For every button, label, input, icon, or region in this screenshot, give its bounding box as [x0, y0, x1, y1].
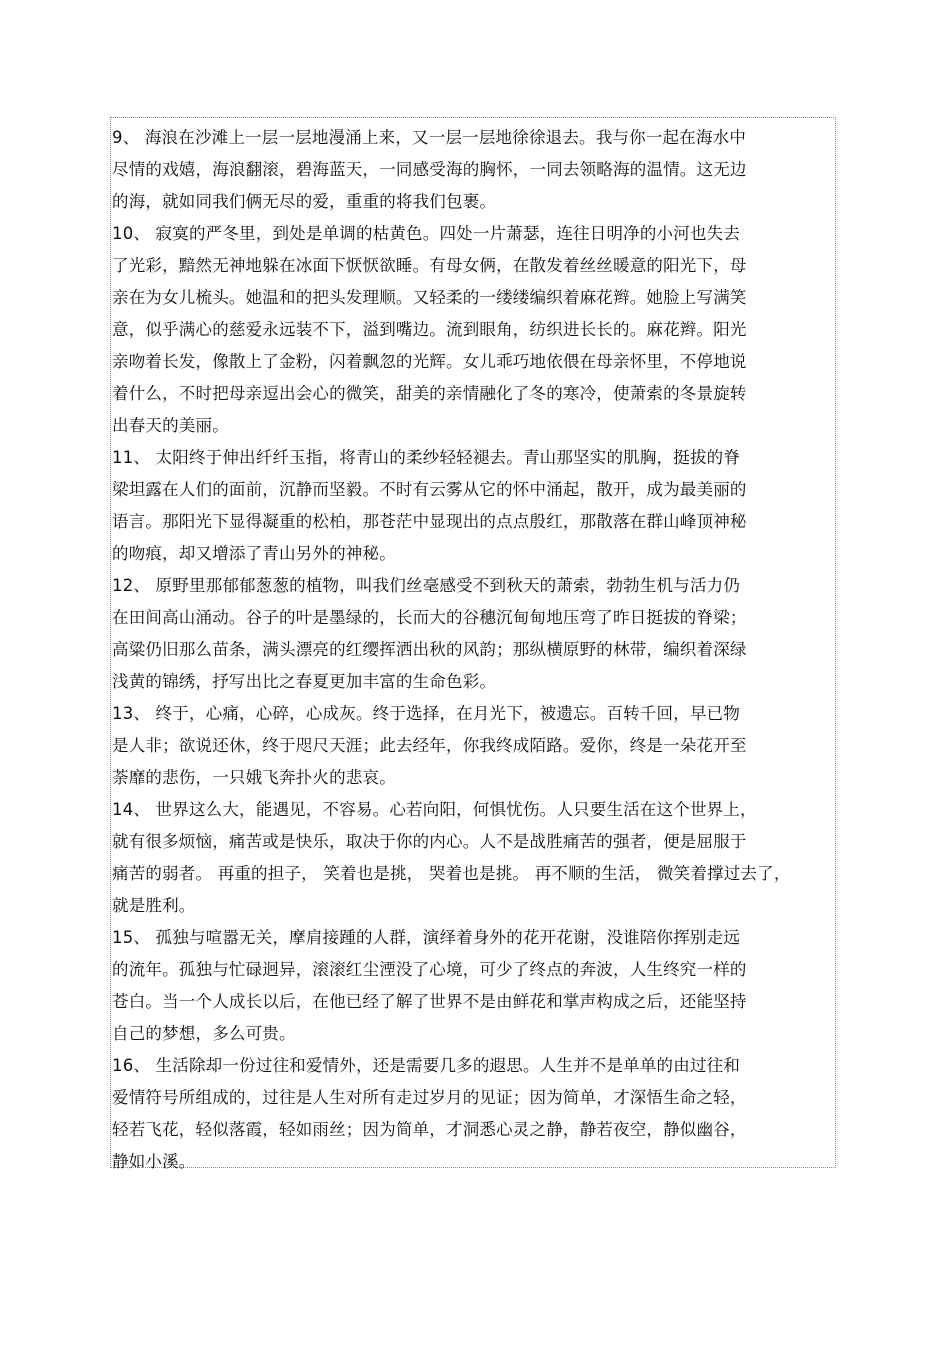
text-line: 轻若飞花，轻似落霞，轻如雨丝；因为简单，才洞悉心灵之静，静若夜空，静似幽谷， — [112, 1120, 747, 1139]
text-line: 15、 孤独与喧嚣无关，摩肩接踵的人群，演绎着身外的花开花谢，没谁陪你挥别走远 — [112, 928, 741, 947]
text-line: 梁坦露在人们的面前，沉静而坚毅。不时有云雾从它的怀中涌起，散开，成为最美丽的 — [112, 480, 747, 499]
text-line: 在田间高山涌动。谷子的叶是墨绿的，长而大的谷穗沉甸甸地压弯了昨日挺拔的脊梁； — [112, 608, 747, 627]
text-line: 痛苦的弱者。 再重的担子， 笑着也是挑， 哭着也是挑。 再不顺的生活， 微笑着撑过去了， — [112, 864, 791, 883]
text-line: 自己的梦想，多么可贵。 — [112, 1024, 296, 1043]
text-line: 的吻痕，却又增添了青山另外的神秘。 — [112, 544, 396, 563]
text-line: 爱情符号所组成的，过往是人生对所有走过岁月的见证；因为简单，才深悟生命之轻， — [112, 1088, 747, 1107]
text-line: 就是胜利。 — [112, 896, 196, 915]
text-line: 的流年。孤独与忙碌迥异，滚滚红尘湮没了心境，可少了终点的奔波，人生终究一样的 — [112, 960, 747, 979]
text-line: 的海，就如同我们俩无尽的爱，重重的将我们包裹。 — [112, 192, 497, 211]
text-line: 浅黄的锦绣，抒写出比之春夏更加丰富的生命色彩。 — [112, 672, 497, 691]
text-line: 荼靡的悲伤，一只娥飞奔扑火的悲哀。 — [112, 768, 396, 787]
text-line: 亲吻着长发，像散上了金粉，闪着飘忽的光辉。女儿乖巧地依偎在母亲怀里，不停地说 — [112, 352, 747, 371]
text-line: 尽情的戏嬉，海浪翻滚，碧海蓝天，一同感受海的胸怀，一同去领略海的温情。这无边 — [112, 160, 747, 179]
text-line: 语言。那阳光下显得凝重的松柏，那苍茫中显现出的点点殷红，那散落在群山峰顶神秘 — [112, 512, 747, 531]
text-line: 9、 海浪在沙滩上一层一层地漫涌上来，又一层一层地徐徐退去。我与你一起在海水中 — [112, 128, 747, 147]
text-line: 就有很多烦恼，痛苦或是快乐，取决于你的内心。人不是战胜痛苦的强者，便是屈服于 — [112, 832, 747, 851]
text-line: 14、 世界这么大，能遇见，不容易。心若向阳，何惧忧伤。人只要生活在这个世界上， — [112, 800, 757, 819]
text-line: 11、 太阳终于伸出纤纤玉指，将青山的柔纱轻轻褪去。青山那坚实的肌胸，挺拔的脊 — [112, 448, 741, 467]
text-line: 13、 终于，心痛，心碎，心成灰。终于选择，在月光下，被遗忘。百转千回，早已物 — [112, 704, 741, 723]
text-line: 10、 寂寞的严冬里，到处是单调的枯黄色。四处一片萧瑟，连往日明净的小河也失去 — [112, 224, 741, 243]
text-line: 着什么，不时把母亲逗出会心的微笑，甜美的亲情融化了冬的寒冷，使萧索的冬景旋转 — [112, 384, 747, 403]
text-line: 12、 原野里那郁郁葱葱的植物，叫我们丝毫感受不到秋天的萧索，勃勃生机与活力仍 — [112, 576, 741, 595]
text-line: 亲在为女儿梳头。她温和的把头发理顺。又轻柔的一缕缕编织着麻花辫。她脸上写满笑 — [112, 288, 747, 307]
text-line: 是人非；欲说还休，终于咫尺天涯；此去经年，你我终成陌路。爱你，终是一朵花开至 — [112, 736, 747, 755]
text-line: 苍白。当一个人成长以后，在他已经了解了世界不是由鲜花和掌声构成之后，还能坚持 — [112, 992, 747, 1011]
text-line: 出春天的美丽。 — [112, 416, 229, 435]
document-body — [112, 122, 834, 1178]
text-line: 了光彩，黯然无神地躲在冰面下恹恹欲睡。有母女俩，在散发着丝丝暖意的阳光下，母 — [112, 256, 747, 275]
text-line: 静如小溪。 — [112, 1152, 196, 1171]
text-line: 意，似乎满心的慈爱永远装不下，溢到嘴边。流到眼角，纺织进长长的。麻花辫。阳光 — [112, 320, 747, 339]
text-line: 16、 生活除却一份过往和爱情外，还是需要几多的遐思。人生并不是单单的由过往和 — [112, 1056, 741, 1075]
text-line: 高粱仍旧那么苗条，满头漂亮的红缨挥洒出秋的风韵；那纵横原野的林带，编织着深绿 — [112, 640, 747, 659]
